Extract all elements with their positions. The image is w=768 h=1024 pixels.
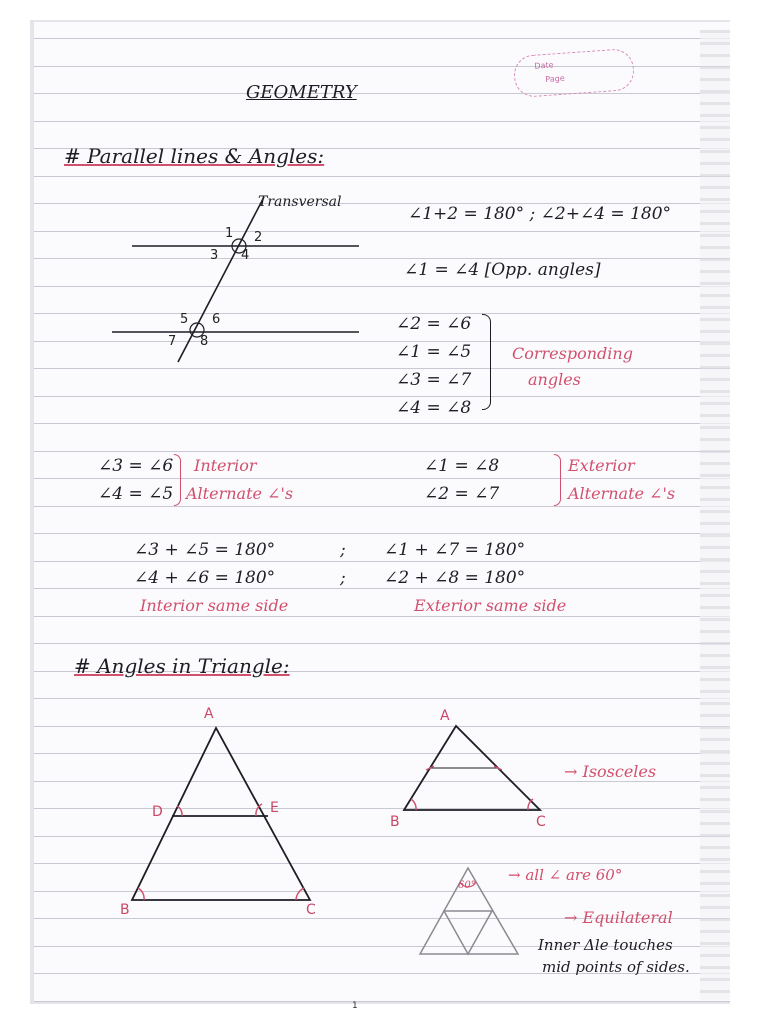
section-heading-parallel: # Parallel lines & Angles: — [64, 144, 325, 168]
corresponding-eq-3: ∠3 = ∠7 — [396, 370, 472, 390]
exterior-alt-eq-1: ∠1 = ∠8 — [424, 456, 500, 476]
page-title: GEOMETRY — [246, 82, 357, 103]
corresponding-note-1: Corresponding — [512, 344, 633, 363]
big-vertex-c: C — [306, 902, 316, 918]
interior-alt-note-1: Interior — [194, 456, 257, 475]
section-heading-triangles: # Angles in Triangle: — [74, 654, 290, 678]
exterior-alt-note-2: Alternate ∠'s — [568, 484, 676, 503]
exterior-alt-eq-2: ∠2 = ∠7 — [424, 484, 500, 504]
corresponding-eq-4: ∠4 = ∠8 — [396, 398, 472, 418]
angle-label-1: 1 — [225, 226, 234, 241]
interior-alt-note-2: Alternate ∠'s — [186, 484, 294, 503]
interior-same-side-note: Interior same side — [140, 596, 289, 615]
iso-angle-c — [528, 799, 533, 810]
equi-note-3: Inner Δle touches — [538, 936, 673, 954]
angle-label-8: 8 — [200, 334, 209, 349]
equi-note-1: → all ∠ are 60° — [508, 866, 623, 884]
equi-angle-label: 60° — [458, 880, 476, 891]
iso-vertex-b: B — [390, 814, 400, 830]
notebook-binding-edge — [700, 30, 730, 1000]
angle-label-3: 3 — [210, 248, 219, 263]
big-vertex-a: A — [204, 706, 214, 722]
angle-label-4: 4 — [241, 248, 250, 263]
equi-note-4: mid points of sides. — [542, 958, 690, 976]
page-number: 1 — [352, 1001, 358, 1011]
same-side-right-eq-1: ∠1 + ∠7 = 180° — [384, 540, 526, 560]
big-vertex-e: E — [270, 800, 279, 816]
corresponding-note-2: angles — [528, 370, 581, 389]
triangles-diagram — [34, 22, 730, 1002]
iso-vertex-c: C — [536, 814, 546, 830]
separator-1: ; — [340, 540, 346, 560]
isosceles-note: → Isosceles — [564, 762, 657, 781]
same-side-left-eq-2: ∠4 + ∠6 = 180° — [134, 568, 276, 588]
interior-alt-eq-2: ∠4 = ∠5 — [98, 484, 174, 504]
same-side-right-eq-2: ∠2 + ∠8 = 180° — [384, 568, 526, 588]
iso-angle-b — [411, 799, 416, 810]
big-vertex-b: B — [120, 902, 130, 918]
big-angle-c — [296, 888, 304, 900]
exterior-same-side-note: Exterior same side — [414, 596, 567, 615]
corresponding-eq-2: ∠1 = ∠5 — [396, 342, 472, 362]
stamp-page: Page — [545, 73, 566, 85]
notebook-page — [34, 22, 730, 1002]
big-angle-b — [138, 888, 144, 900]
interior-alt-eq-1: ∠3 = ∠6 — [98, 456, 174, 476]
equi-note-2: → Equilateral — [564, 908, 673, 927]
angle-label-7: 7 — [168, 334, 177, 349]
transversal-label: Transversal — [258, 194, 342, 210]
angle-label-6: 6 — [212, 312, 221, 327]
corresponding-eq-1: ∠2 = ∠6 — [396, 314, 472, 334]
separator-2: ; — [340, 568, 346, 588]
exterior-alt-note-1: Exterior — [568, 456, 635, 475]
stamp-date: Date — [534, 60, 554, 71]
eq-opposite: ∠1 = ∠4 [Opp. angles] — [404, 260, 601, 280]
angle-label-5: 5 — [180, 312, 189, 327]
eq-supplementary: ∠1+2 = 180° ; ∠2+∠4 = 180° — [408, 204, 672, 224]
angle-label-2: 2 — [254, 230, 263, 245]
big-vertex-d: D — [152, 804, 163, 820]
iso-vertex-a: A — [440, 708, 450, 724]
inner-triangle — [444, 911, 492, 954]
same-side-left-eq-1: ∠3 + ∠5 = 180° — [134, 540, 276, 560]
